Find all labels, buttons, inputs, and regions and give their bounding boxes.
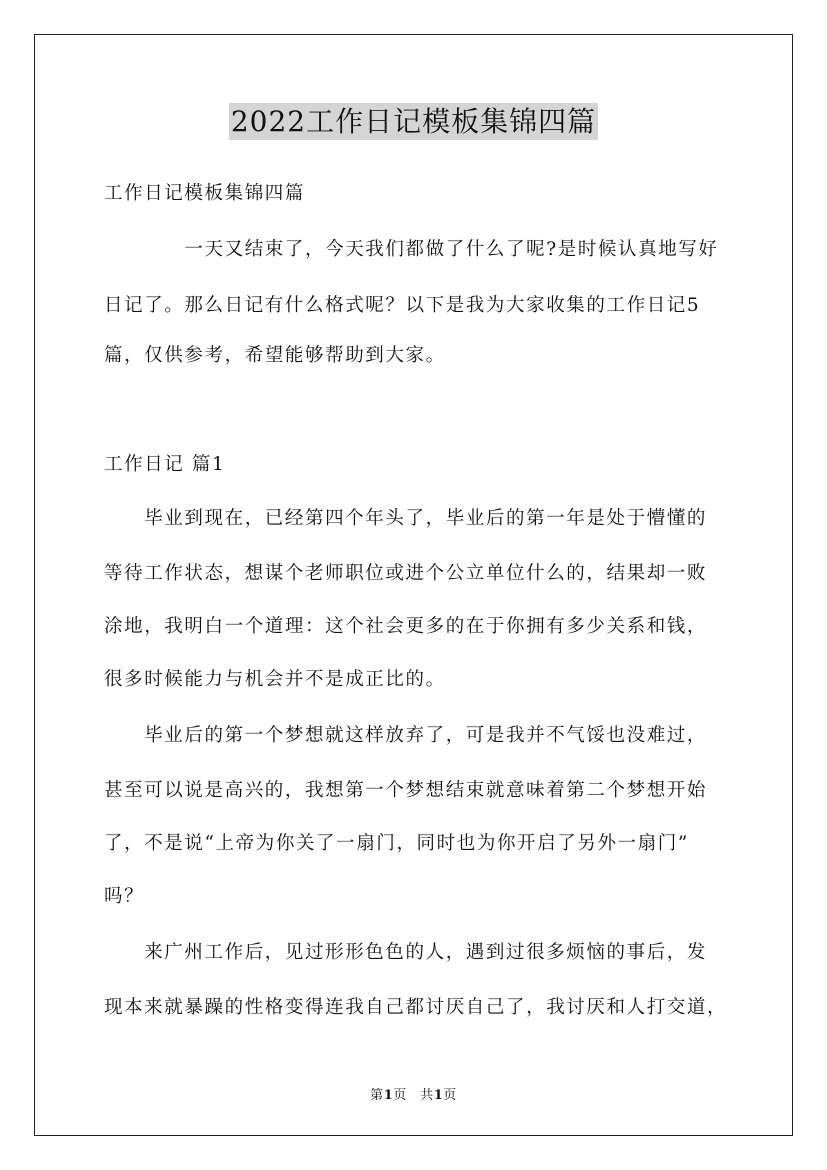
intro-line: 日记了。那么日记有什么格式呢？以下是我为大家收集的工作日记5 <box>104 295 701 316</box>
footer-page-suffix: 页 <box>443 1088 457 1103</box>
body-line: 来广州工作后，见过形形色色的人，遇到过很多烦恼的事后，发 <box>104 942 708 963</box>
page-footer <box>0 1084 827 1103</box>
body-line: 等待工作状态，想谋个老师职位或进个公立单位什么的，结果却一败 <box>104 563 708 584</box>
intro-line: 篇，仅供参考，希望能够帮助到大家。 <box>104 345 446 366</box>
document-subtitle: 工作日记模板集锦四篇 <box>104 183 306 204</box>
footer-page-prefix: 第 <box>370 1088 384 1103</box>
body-line: 了，不是说“上帝为你关了一扇门，同时也为你开启了另外一扇门” <box>104 833 689 854</box>
document-title-wrapper <box>0 100 827 140</box>
body-line: 涂地，我明白一个道理：这个社会更多的在于你拥有多少关系和钱， <box>104 616 708 637</box>
body-line: 甚至可以说是高兴的，我想第一个梦想结束就意味着第二个梦想开始 <box>104 780 708 801</box>
intro-line: 一天又结束了，今天我们都做了什么了呢?是时候认真地写好 <box>104 239 719 260</box>
body-line: 毕业后的第一个梦想就这样放弃了，可是我并不气馁也没难过， <box>104 725 708 746</box>
section-heading: 工作日记 篇1 <box>104 454 226 475</box>
document-title: 2022工作日记模板集锦四篇 <box>230 105 597 138</box>
body-line: 现本来就暴躁的性格变得连我自己都讨厌自己了，我讨厌和人打交道， <box>104 997 728 1018</box>
footer-page-number: 1 <box>383 1088 394 1103</box>
footer-page-total: 1 <box>433 1088 444 1103</box>
footer-page-mid: 页 共 <box>393 1088 434 1103</box>
body-line: 吗？ <box>104 886 145 907</box>
body-line: 很多时候能力与机会并不是成正比的。 <box>104 669 446 690</box>
body-line: 毕业到现在，已经第四个年头了，毕业后的第一年是处于懵懂的 <box>104 508 708 529</box>
